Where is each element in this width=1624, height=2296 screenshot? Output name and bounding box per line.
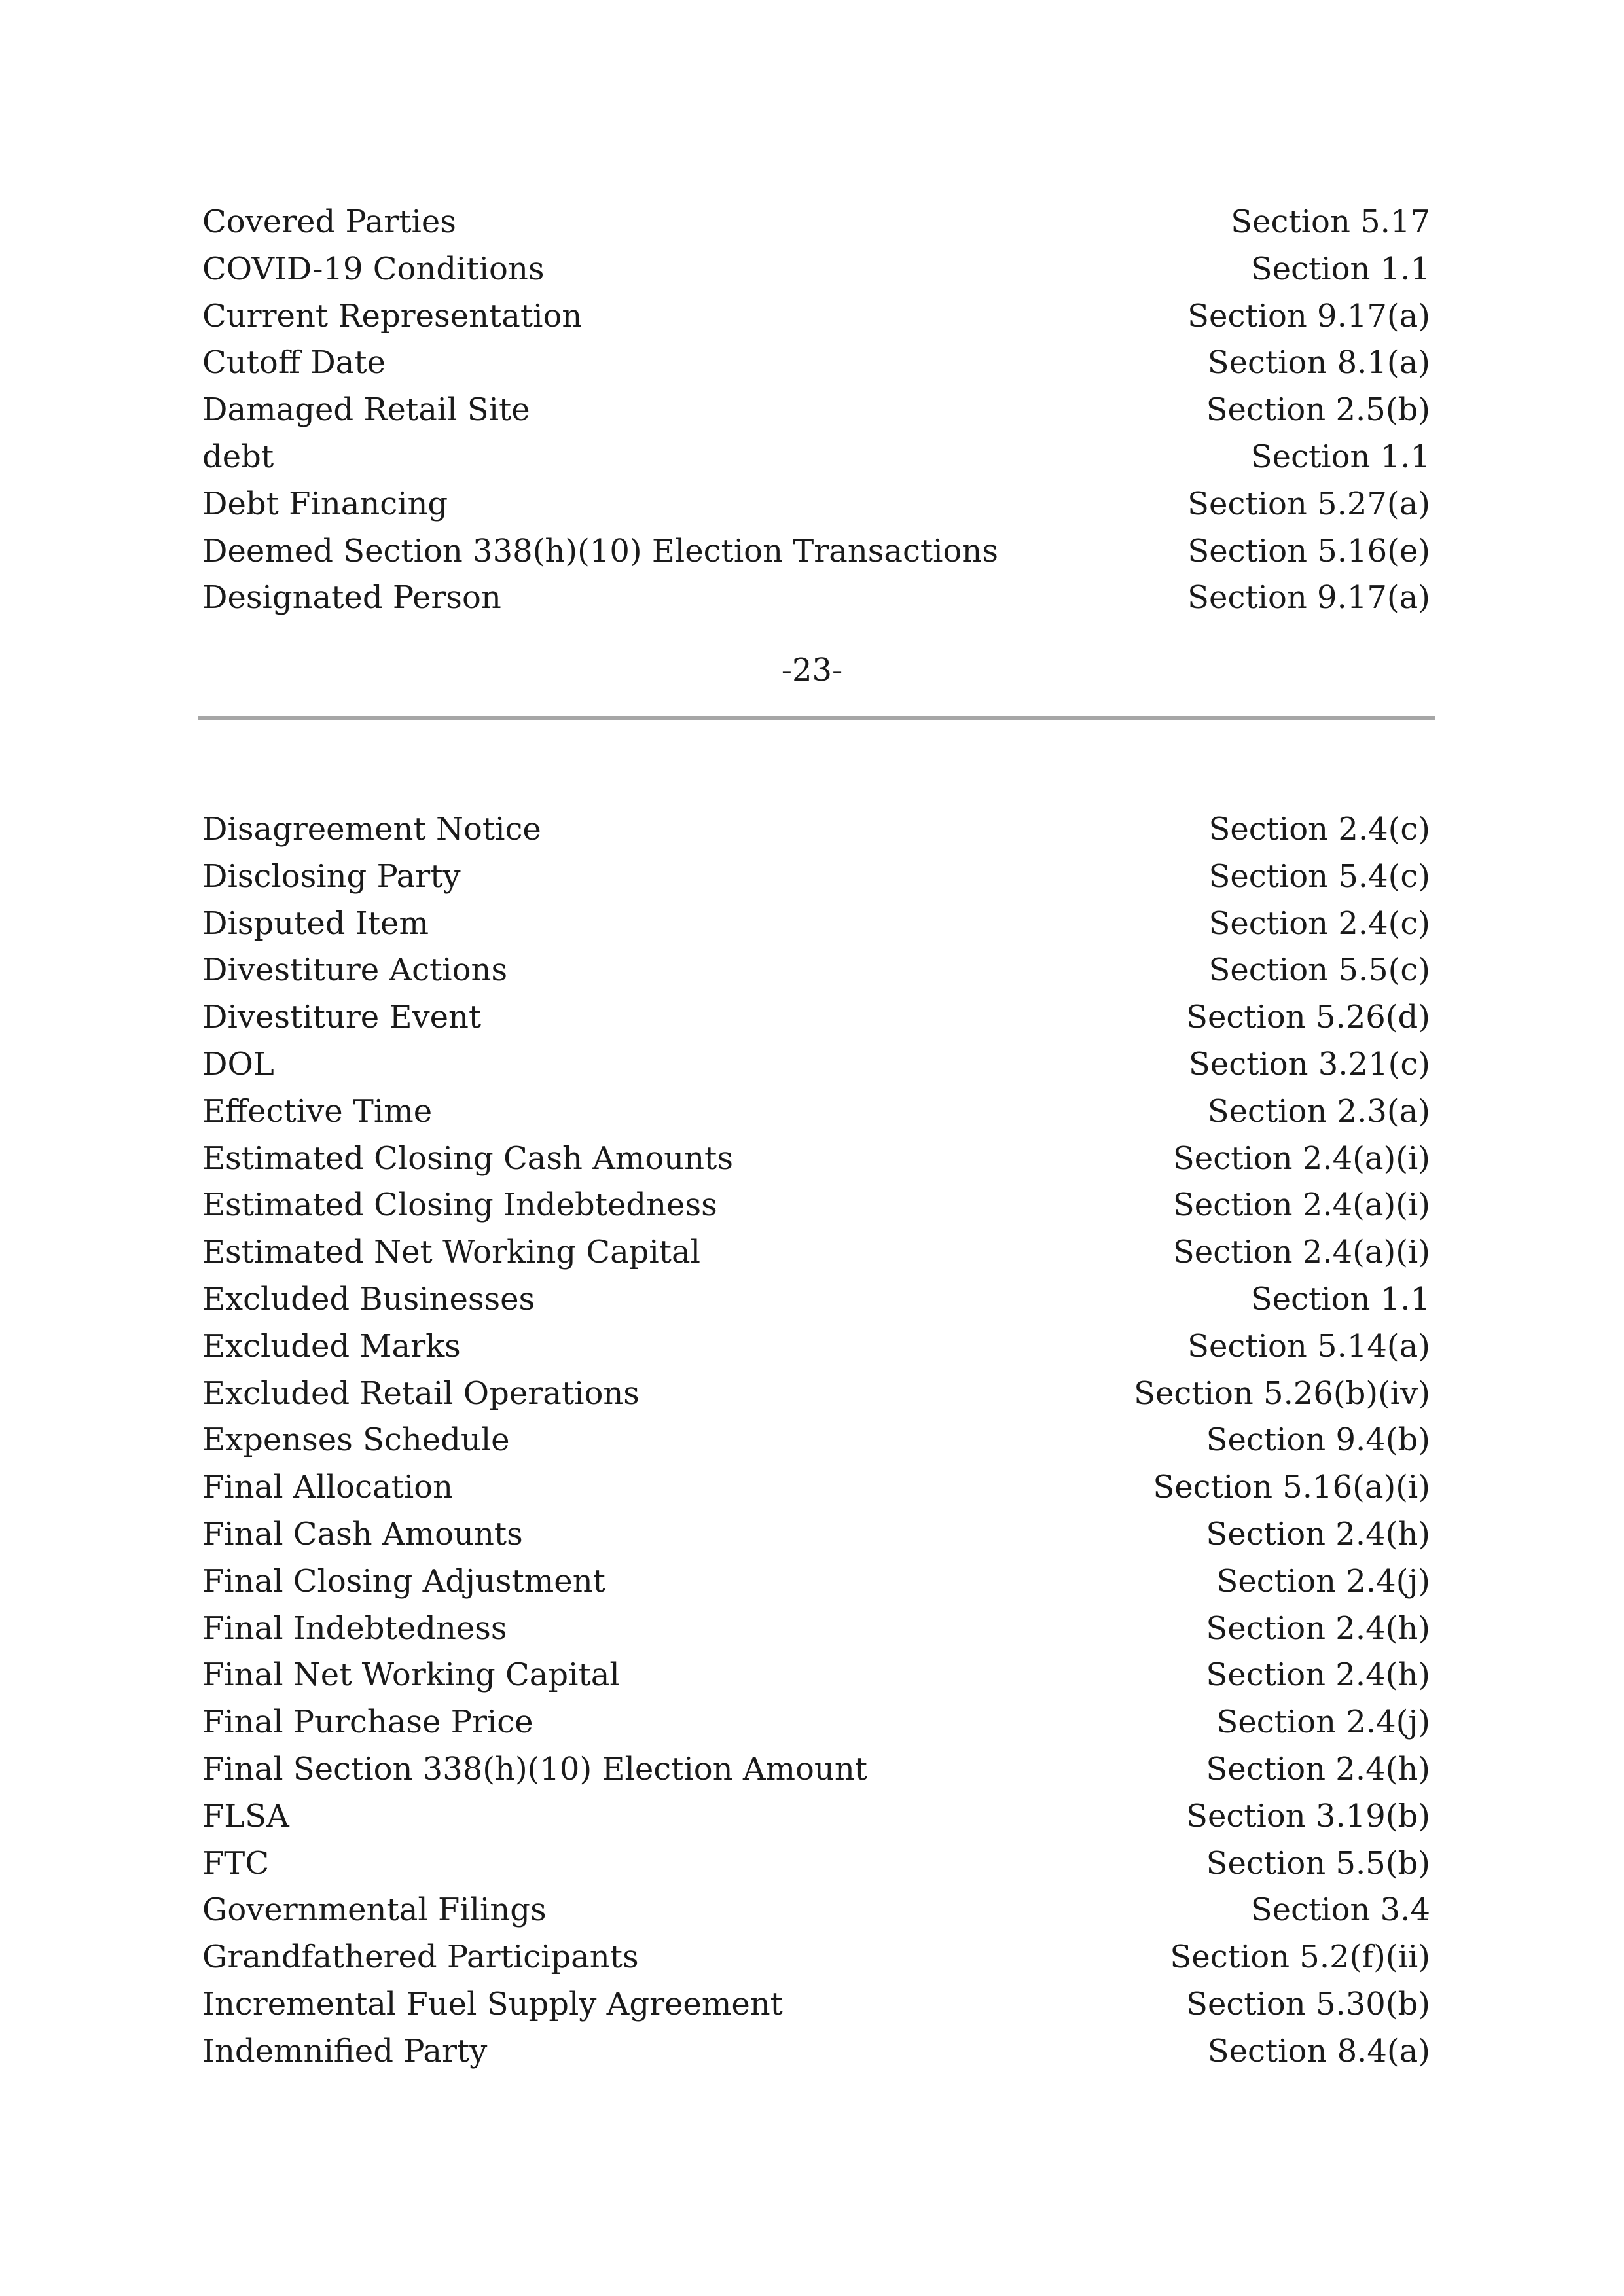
term-name: Excluded Businesses (202, 1280, 535, 1318)
defined-term-row (202, 1558, 1430, 1605)
section-reference: Section 2.4(h) (1206, 1750, 1430, 1787)
term-name: Debt Financing (202, 485, 448, 522)
section-reference: Section 2.4(j) (1216, 1704, 1430, 1741)
term-name: Cutoff Date (202, 344, 386, 382)
defined-term-row (202, 994, 1430, 1041)
section-reference: Section 5.26(d) (1186, 999, 1430, 1036)
defined-term-row (202, 481, 1430, 528)
defined-term-row (202, 1605, 1430, 1653)
section-reference: Section 3.19(b) (1186, 1797, 1430, 1835)
section-reference: Section 2.3(a) (1207, 1092, 1430, 1130)
section-reference: Section 2.4(a)(i) (1172, 1139, 1430, 1177)
defined-term-row (202, 246, 1430, 293)
defined-term-row (202, 1511, 1430, 1558)
term-name: Final Net Working Capital (202, 1657, 620, 1694)
defined-term-row (202, 947, 1430, 994)
defined-term-row (202, 1699, 1430, 1746)
defined-term-row (202, 1276, 1430, 1323)
defined-term-row (202, 1652, 1430, 1699)
defined-term-row (202, 575, 1430, 622)
term-name: Disagreement Notice (202, 811, 541, 848)
defined-term-row (202, 1041, 1430, 1088)
defined-term-row (202, 1981, 1430, 2028)
term-name: Final Section 338(h)(10) Election Amount (202, 1750, 868, 1787)
term-name: FTC (202, 1844, 270, 1882)
term-name: COVID-19 Conditions (202, 250, 545, 287)
term-name: Final Indebtedness (202, 1609, 507, 1647)
section-reference: Section 2.4(h) (1206, 1515, 1430, 1552)
section-reference: Section 1.1 (1250, 1280, 1430, 1318)
section-reference: Section 2.5(b) (1206, 391, 1430, 429)
term-name: Indemnified Party (202, 2032, 488, 2070)
section-reference: Section 8.4(a) (1207, 2032, 1430, 2070)
defined-term-row (202, 1323, 1430, 1371)
defined-term-row (202, 2028, 1430, 2075)
term-name: Estimated Closing Cash Amounts (202, 1139, 733, 1177)
defined-term-row (202, 901, 1430, 948)
section-reference: Section 2.4(a)(i) (1172, 1187, 1430, 1224)
defined-term-row (202, 199, 1430, 246)
section-reference: Section 2.4(a)(i) (1172, 1234, 1430, 1271)
section-reference: Section 5.30(b) (1186, 1985, 1430, 2022)
term-name: Incremental Fuel Supply Agreement (202, 1985, 783, 2022)
term-name: Divestiture Actions (202, 952, 508, 989)
defined-term-row (202, 1136, 1430, 1183)
term-name: Divestiture Event (202, 999, 482, 1036)
section-reference: Section 5.17 (1231, 204, 1430, 240)
section-reference: Section 3.21(c) (1188, 1045, 1430, 1083)
term-name: Excluded Retail Operations (202, 1374, 640, 1412)
defined-term-row (202, 1793, 1430, 1840)
term-name: Covered Parties (202, 204, 456, 240)
term-name: Excluded Marks (202, 1327, 461, 1365)
term-name: Final Purchase Price (202, 1704, 533, 1741)
term-name: Damaged Retail Site (202, 391, 530, 429)
term-name: Final Cash Amounts (202, 1515, 523, 1552)
defined-term-row (202, 293, 1430, 340)
defined-term-row (202, 853, 1430, 901)
term-name: DOL (202, 1045, 274, 1083)
section-reference: Section 8.1(a) (1207, 344, 1430, 382)
section-reference: Section 5.16(a)(i) (1153, 1469, 1430, 1506)
section-reference: Section 3.4 (1250, 1892, 1430, 1929)
section-reference: Section 9.17(a) (1187, 297, 1430, 334)
section-reference: Section 5.2(f)(ii) (1170, 1939, 1430, 1976)
defined-term-row (202, 1840, 1430, 1888)
section-reference: Section 5.14(a) (1187, 1327, 1430, 1365)
defined-term-row (202, 1088, 1430, 1136)
defined-terms-list-bottom (202, 806, 1430, 2075)
term-name: Estimated Closing Indebtedness (202, 1187, 717, 1224)
term-name: FLSA (202, 1797, 289, 1835)
term-name: Governmental Filings (202, 1892, 547, 1929)
defined-term-row (202, 1746, 1430, 1793)
defined-term-row (202, 434, 1430, 481)
term-name: Disclosing Party (202, 857, 461, 895)
section-reference: Section 2.4(h) (1206, 1657, 1430, 1694)
section-reference: Section 2.4(j) (1216, 1562, 1430, 1600)
section-reference: Section 5.26(b)(iv) (1134, 1374, 1430, 1412)
defined-term-row (202, 1934, 1430, 1981)
section-reference: Section 9.4(b) (1206, 1422, 1430, 1459)
section-reference: Section 5.16(e) (1187, 532, 1430, 569)
section-reference: Section 1.1 (1250, 250, 1430, 287)
term-name: debt (202, 438, 274, 475)
defined-term-row (202, 1182, 1430, 1229)
defined-term-row (202, 1229, 1430, 1276)
section-reference: Section 5.27(a) (1187, 485, 1430, 522)
term-name: Effective Time (202, 1092, 433, 1130)
term-name: Final Allocation (202, 1469, 454, 1506)
defined-term-row (202, 1464, 1430, 1511)
page-divider (198, 716, 1435, 720)
term-name: Estimated Net Working Capital (202, 1234, 701, 1271)
section-reference: Section 2.4(h) (1206, 1609, 1430, 1647)
defined-term-row (202, 528, 1430, 575)
section-reference: Section 2.4(c) (1208, 811, 1430, 848)
defined-term-row (202, 1371, 1430, 1418)
section-reference: Section 9.17(a) (1187, 579, 1430, 617)
defined-terms-list-top (202, 199, 1430, 622)
term-name: Designated Person (202, 579, 501, 617)
term-name: Disputed Item (202, 905, 429, 942)
term-name: Deemed Section 338(h)(10) Election Transactions (202, 532, 998, 569)
section-reference: Section 5.5(b) (1206, 1844, 1430, 1882)
defined-term-row (202, 806, 1430, 853)
defined-term-row (202, 1417, 1430, 1464)
defined-term-row (202, 387, 1430, 434)
defined-term-row (202, 340, 1430, 387)
term-name: Final Closing Adjustment (202, 1562, 605, 1600)
defined-term-row (202, 1887, 1430, 1934)
term-name: Expenses Schedule (202, 1422, 510, 1459)
section-reference: Section 5.5(c) (1208, 952, 1430, 989)
page-number: -23- (781, 652, 843, 689)
term-name: Current Representation (202, 297, 583, 334)
term-name: Grandfathered Participants (202, 1939, 639, 1976)
section-reference: Section 2.4(c) (1208, 905, 1430, 942)
section-reference: Section 1.1 (1250, 438, 1430, 475)
section-reference: Section 5.4(c) (1208, 857, 1430, 895)
